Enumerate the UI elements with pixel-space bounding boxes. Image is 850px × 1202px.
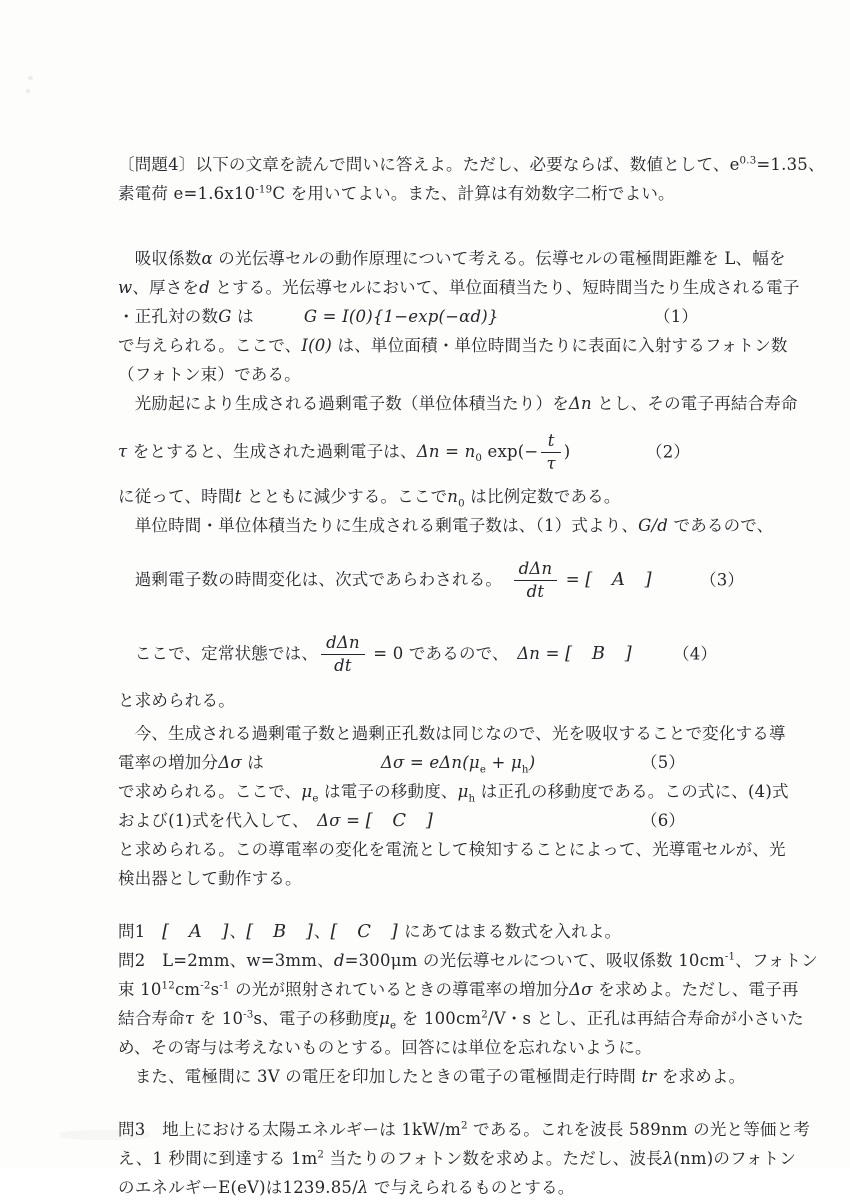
paragraph1-line-4: で与えられる。ここで、I(0) は、単位面積・単位時間当たりに表面に入射するフォトン数 bbox=[118, 336, 788, 355]
paragraph2-line-1: に従って、時間t とともに減少する。ここで$n_0$ は比例定数である。 bbox=[118, 487, 621, 510]
equation-line-2 bbox=[118, 426, 758, 478]
paragraph4-line-3: で求められる。ここで、$\mu_e$ は電子の移動度、$\mu_h$ は正孔の移動度である。この式に、(4)式 bbox=[118, 782, 789, 805]
equation-number-4: （4） bbox=[673, 644, 718, 664]
equation-line-3 bbox=[118, 554, 758, 606]
equation-line-6 bbox=[118, 806, 758, 835]
equation-number-2: （2） bbox=[646, 442, 691, 462]
question-2-line-5: また、電極間に 3V の電圧を印加したときの電子の電極間走行時間 tr を求めよ。 bbox=[118, 1067, 746, 1086]
question-3-line-3: のエネルギーE(eV)は1239.85/λ で与えられるものとする。 bbox=[118, 1178, 575, 1197]
problem-header-line-2: 素電荷 $e=1.6x10^{-19}C$ を用いてよい。また、計算は有効数字二桁でよい。 bbox=[118, 184, 675, 203]
equation-line-1 bbox=[118, 302, 758, 331]
fraction: $\frac{\text{dΔn}}{dt}$ bbox=[514, 559, 558, 602]
equation-number-3: （3） bbox=[700, 570, 745, 590]
paragraph3-line-2: と求められる。 bbox=[118, 691, 235, 710]
paragraph4-line-5: と求められる。この導電率の変化を電流として検知することによって、光導電セルが、光 bbox=[118, 840, 786, 859]
equation-number-5: （5） bbox=[641, 753, 686, 772]
question-1-line: 問1 [ A ]、[ B ]、[ C ] にあてはまる数式を入れよ。 bbox=[118, 921, 622, 942]
question-2-line-3: 結合寿命τ を $10^{-3}s$、電子の移動度$\mu_e$ を $100cm^2/V$・s とし、正孔は再結合寿命が小さいた bbox=[118, 1009, 804, 1032]
paragraph4-line-1: 今、生成される過剰電子数と過剰正孔数は同じなので、光を吸収することで変化する導 bbox=[118, 724, 786, 743]
question-2-line-4: め、その寄与は考えないものとする。回答には単位を忘れないように。 bbox=[118, 1038, 652, 1057]
fraction: $\frac{\text{dΔn}}{dt}$ bbox=[321, 633, 365, 676]
paragraph1-line-1: 吸収係数α の光伝導セルの動作原理について考える。伝導セルの電極間距離を L、幅を bbox=[118, 249, 786, 268]
equation-number-1: （1） bbox=[654, 307, 699, 326]
scan-artifact bbox=[26, 89, 30, 93]
paragraph4-line-6: 検出器として動作する。 bbox=[118, 869, 302, 888]
question-2-line-1: 問2 L=2mm、w=3mm、d=300μm の光伝導セルについて、吸収係数 $10cm^{-1}$、フォトン bbox=[118, 951, 818, 970]
equation-3-body: 過剰電子数の時間変化は、次式であらわされる。 $\frac{\text{dΔn}}{dt}$ = [ A ] bbox=[118, 558, 653, 601]
equation-6-body: および(1)式を代入して、 Δσ = [ C ] bbox=[118, 810, 434, 831]
equation-2-body: τ をとすると、生成された過剰電子は、$\Delta n = n_0$ exp(− $\frac{t}{\tau}$ ) bbox=[118, 430, 571, 473]
equation-4-body: ここで、定常状態では、 $\frac{\text{dΔn}}{dt}$ = 0 であるので、 Δn = [ B ] bbox=[118, 632, 633, 675]
equation-number-6: （6） bbox=[641, 811, 686, 830]
equation-line-5 bbox=[118, 748, 758, 777]
question-3-line-1: 問3 地上における太陽エネルギーは $1kW/m^2$ である。これを波長 589nm の光と等価と考 bbox=[118, 1120, 811, 1139]
fraction: $\frac{t}{\tau}$ bbox=[541, 431, 560, 474]
equation-line-4 bbox=[118, 628, 758, 680]
scan-artifact bbox=[28, 76, 33, 80]
paragraph1-line-2: w、厚さをd とする。光伝導セルにおいて、単位面積当たり、短時間当たり生成される電子 bbox=[118, 278, 800, 297]
paragraph1-line-6: 光励起により生成される過剰電子数（単位体積当たり）をΔn とし、その電子再結合寿命 bbox=[118, 394, 798, 413]
document-body bbox=[118, 150, 825, 1202]
question-2-line-2: 束 $10^{12}cm^{-2}s^{-1}$ の光が照射されているときの導電率の増加分Δσ を求めよ。ただし、電子再 bbox=[118, 980, 799, 999]
equation-1-body: ・正孔対の数G は G = I(0){1−exp(−αd)} bbox=[118, 307, 499, 326]
equation-5-body: 電率の増加分Δσ は $\Delta\sigma = e\Delta n(\mu_e + \mu_h)$ bbox=[118, 753, 536, 776]
problem-header-line-1: 〔問題4〕以下の文章を読んで問いに答えよ。ただし、必要ならば、数値として、$e^{0.3}=1.35$、 bbox=[118, 155, 825, 174]
question-3-line-2: え、1 秒間に到達する $1m^2$ 当たりのフォトン数を求めよ。ただし、波長λ(nm)のフォトン bbox=[118, 1149, 797, 1168]
paragraph2-line-2: 単位時間・単位体積当たりに生成される剰電子数は、（1）式より、G/d であるので、 bbox=[118, 516, 774, 535]
paragraph1-line-5: （フォトン束）である。 bbox=[118, 365, 301, 384]
